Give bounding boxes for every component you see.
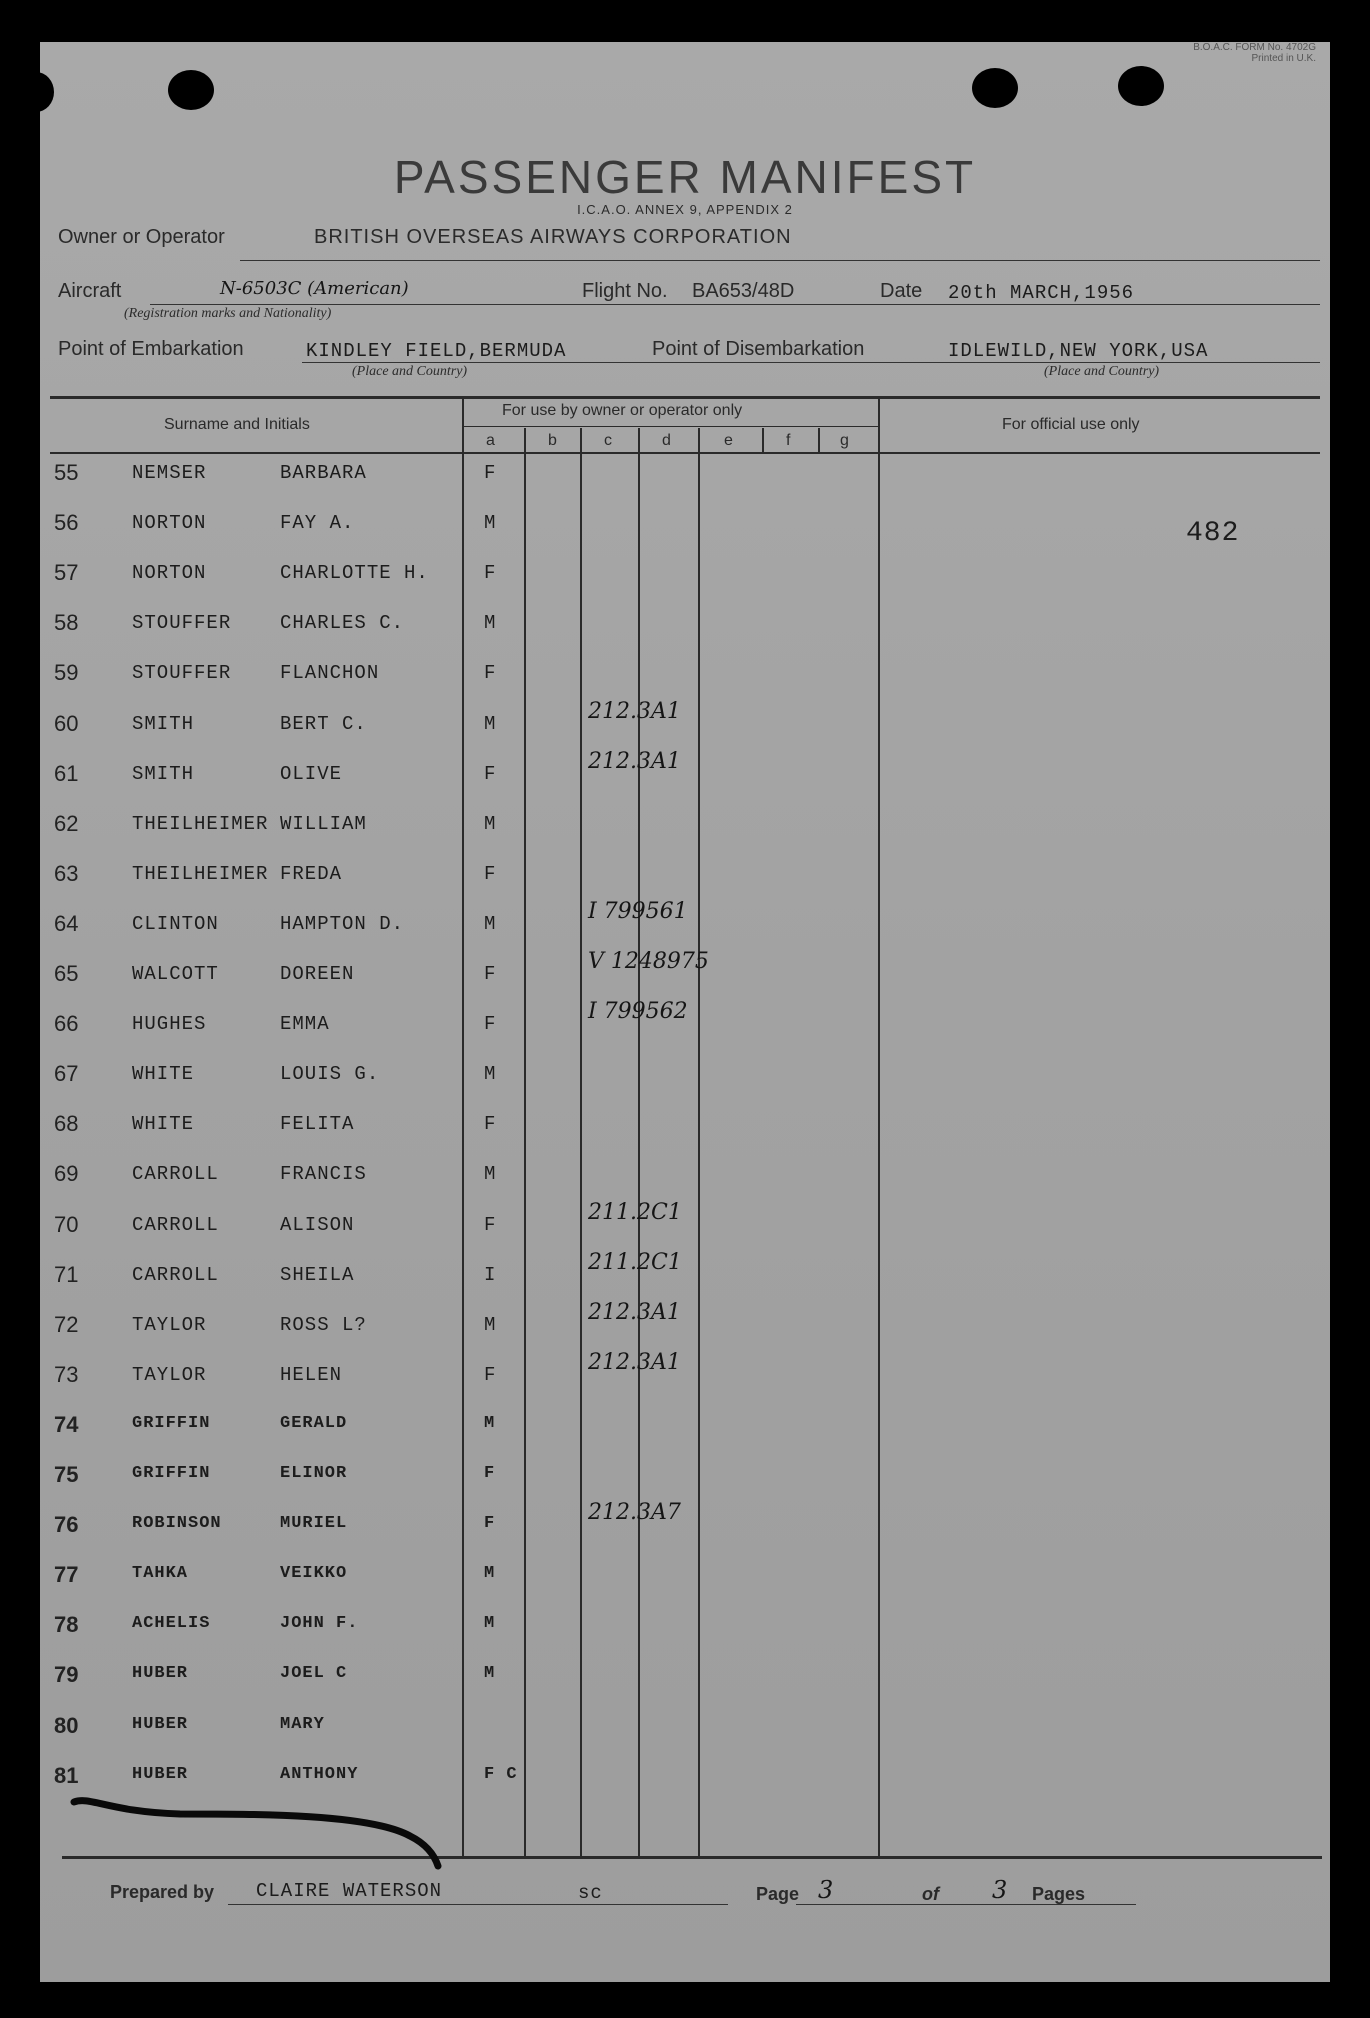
row-initials: ANTHONY: [280, 1764, 359, 1784]
row-initials: CHARLOTTE H.: [280, 562, 429, 585]
row-surname: CARROLL: [132, 1263, 219, 1286]
col-d-header: d: [662, 432, 671, 449]
row-sex: M: [484, 1664, 496, 1684]
row-sex: F: [484, 662, 497, 685]
row-number: 79: [54, 1662, 79, 1688]
row-initials: MURIEL: [280, 1514, 348, 1534]
row-surname: NORTON: [132, 512, 207, 535]
row-initials: WILLIAM: [280, 812, 367, 835]
row-note: I 799562: [588, 999, 688, 1025]
table-row: [40, 654, 1330, 704]
row-initials: FRANCIS: [280, 1163, 367, 1186]
punch-hole-left: [18, 72, 54, 112]
table-row: [40, 1707, 1330, 1757]
row-note: I 799561: [588, 898, 688, 924]
row-surname: HUBER: [132, 1664, 189, 1684]
row-surname: TAHKA: [132, 1564, 189, 1584]
date-value: 20th MARCH,1956: [948, 282, 1135, 304]
table-row: [40, 1500, 1330, 1556]
table-row: [40, 1199, 1330, 1256]
table-row: [40, 1656, 1330, 1706]
operator-header: For use by owner or operator only: [502, 402, 743, 419]
row-number: 59: [54, 660, 79, 686]
row-number: 55: [54, 460, 79, 485]
row-number: 61: [54, 760, 79, 786]
row-initials: FAY A.: [280, 512, 355, 535]
row-note: 212.3A1: [588, 698, 681, 724]
row-surname: HUBER: [132, 1764, 189, 1784]
row-number: 73: [54, 1361, 79, 1387]
col-f-header: f: [786, 432, 791, 449]
table-row: [40, 1105, 1330, 1155]
row-surname: SMITH: [132, 712, 195, 735]
table-row: [40, 454, 1330, 504]
row-sex: M: [484, 512, 497, 535]
table-row: [40, 554, 1330, 604]
owner-underline: [240, 260, 1320, 261]
row-number: 57: [54, 560, 79, 586]
row-number: 77: [54, 1562, 79, 1588]
row-number: 69: [54, 1161, 79, 1187]
row-surname: CARROLL: [132, 1213, 219, 1236]
pages-label: Pages: [1032, 1884, 1086, 1904]
disembark-note: (Place and Country): [1044, 364, 1160, 379]
form-code: [1193, 42, 1316, 64]
row-initials: JOEL C: [280, 1664, 348, 1684]
col-a-header: a: [486, 432, 495, 449]
row-sex: M: [484, 712, 497, 735]
row-sex: F: [484, 1213, 497, 1236]
table-row: [40, 504, 1330, 554]
row-initials: BARBARA: [280, 462, 367, 484]
row-initials: FELITA: [280, 1113, 355, 1136]
row-initials: OLIVE: [280, 762, 343, 785]
row-surname: WALCOTT: [132, 963, 219, 985]
table-top-rule: [50, 396, 1320, 399]
page-subtitle: I.C.A.O. ANNEX 9, APPENDIX 2: [577, 202, 793, 217]
row-sex: M: [484, 1163, 497, 1186]
row-note: V 1248975: [588, 949, 709, 974]
row-number: 65: [54, 961, 79, 986]
table-row: [40, 1406, 1330, 1456]
row-sex: M: [484, 912, 497, 935]
row-number: 80: [54, 1712, 79, 1738]
row-initials: SHEILA: [280, 1263, 355, 1286]
row-sex: M: [484, 612, 497, 635]
aircraft-underline: [150, 304, 1320, 305]
official-header: For official use only: [1002, 416, 1140, 433]
row-sex: F: [484, 462, 497, 484]
embark-label: Point of Embarkation: [58, 338, 244, 360]
form-code-text: B.O.A.C. FORM No. 4702G: [1193, 42, 1316, 53]
col-g-header: g: [840, 432, 849, 449]
flight-label: Flight No.: [582, 280, 668, 302]
row-initials: BERT C.: [280, 712, 367, 735]
col-c-header: c: [604, 432, 612, 449]
row-number: 72: [54, 1311, 79, 1337]
row-initials: FLANCHON: [280, 662, 380, 685]
row-initials: EMMA: [280, 1013, 330, 1036]
operator-header-rule: [464, 426, 878, 427]
row-sex: M: [484, 812, 497, 835]
row-sex: F: [484, 862, 497, 885]
row-surname: STOUFFER: [132, 612, 232, 635]
table-row: [40, 1456, 1330, 1506]
col-b-header: b: [548, 432, 557, 449]
row-initials: HELEN: [280, 1363, 343, 1386]
row-number: 60: [54, 710, 79, 736]
printed-text: Printed in U.K.: [1251, 53, 1316, 64]
embark-value: KINDLEY FIELD,BERMUDA: [306, 340, 567, 362]
row-initials: JOHN F.: [280, 1614, 359, 1634]
date-label: Date: [880, 280, 923, 302]
prepared-label: Prepared by: [110, 1882, 215, 1902]
row-surname: THEILHEIMER: [132, 812, 269, 835]
col-rule-g: [818, 428, 820, 452]
row-sex: F: [484, 1363, 497, 1386]
row-note: 212.3A7: [588, 1500, 681, 1526]
aircraft-label: Aircraft: [58, 280, 122, 302]
prepared-underline: [228, 1904, 728, 1905]
official-number: 482: [1186, 518, 1240, 549]
row-number: 56: [54, 510, 79, 536]
row-sex: F: [484, 562, 497, 585]
row-initials: GERALD: [280, 1413, 348, 1433]
row-sex: F: [484, 1013, 497, 1036]
row-sex: F: [484, 963, 497, 985]
surname-header: Surname and Initials: [164, 416, 310, 433]
disembark-label: Point of Disembarkation: [652, 338, 865, 360]
aircraft-note: (Registration marks and Nationality): [124, 306, 332, 321]
row-surname: WHITE: [132, 1063, 195, 1086]
table-row: [40, 1155, 1330, 1205]
embark-underline: [302, 362, 1320, 363]
row-number: 58: [54, 610, 79, 636]
row-sex: F: [484, 1113, 497, 1136]
row-number: 71: [54, 1261, 79, 1287]
table-row: [40, 805, 1330, 855]
table-row: [40, 1299, 1330, 1356]
row-surname: NEMSER: [132, 462, 207, 484]
row-number: 67: [54, 1061, 79, 1087]
row-surname: TAYLOR: [132, 1363, 207, 1386]
row-initials: HAMPTON D.: [280, 912, 405, 935]
row-surname: HUGHES: [132, 1013, 207, 1036]
row-surname: GRIFFIN: [132, 1413, 211, 1433]
row-sex: M: [484, 1313, 497, 1336]
page-value: 3: [818, 1876, 834, 1904]
row-note: 211.2C1: [588, 1249, 682, 1275]
row-surname: GRIFFIN: [132, 1464, 211, 1483]
page-label: Page: [756, 1884, 800, 1904]
row-number: 81: [54, 1762, 79, 1788]
row-surname: HUBER: [132, 1714, 189, 1734]
row-number: 63: [54, 860, 79, 886]
table-row: [40, 999, 1330, 1055]
table-row: [40, 604, 1330, 654]
row-sex: F: [484, 762, 497, 785]
row-sex: M: [484, 1564, 496, 1584]
pages-value: 3: [992, 1876, 1008, 1904]
aircraft-value: N-6503C (American): [220, 278, 409, 299]
row-number: 70: [54, 1211, 79, 1237]
row-surname: WHITE: [132, 1113, 195, 1136]
row-initials: ROSS L?: [280, 1313, 367, 1336]
table-row: [40, 949, 1330, 1005]
row-surname: ROBINSON: [132, 1514, 222, 1534]
row-initials: CHARLES C.: [280, 612, 405, 635]
manifest-sheet: [40, 42, 1330, 1982]
row-initials: DOREEN: [280, 963, 355, 985]
col-e-header: e: [724, 432, 733, 449]
row-note: 211.2C1: [588, 1199, 682, 1225]
flight-value: BA653/48D: [692, 280, 795, 302]
table-row: [40, 1249, 1330, 1306]
prepared-suffix: sc: [578, 1882, 603, 1904]
punch-hole-3: [1118, 66, 1164, 106]
table-row: [40, 748, 1330, 805]
row-sex: M: [484, 1063, 497, 1086]
row-sex: I: [484, 1263, 497, 1286]
row-surname: CARROLL: [132, 1163, 219, 1186]
row-number: 62: [54, 810, 79, 836]
table-row: [40, 898, 1330, 955]
row-surname: THEILHEIMER: [132, 862, 269, 885]
row-surname: TAYLOR: [132, 1313, 207, 1336]
row-sex: F: [484, 1514, 496, 1534]
row-sex: F: [484, 1464, 496, 1483]
row-number: 78: [54, 1612, 79, 1638]
row-number: 74: [54, 1411, 79, 1437]
row-initials: LOUIS G.: [280, 1063, 380, 1086]
row-surname: CLINTON: [132, 912, 219, 935]
of-label: of: [922, 1884, 939, 1904]
col-rule-f: [762, 428, 764, 452]
prepared-value: CLAIRE WATERSON: [256, 1880, 443, 1902]
row-surname: ACHELIS: [132, 1614, 211, 1634]
embark-note: (Place and Country): [352, 364, 468, 379]
owner-label: Owner or Operator: [58, 226, 225, 248]
row-initials: ELINOR: [280, 1464, 348, 1483]
row-number: 64: [54, 910, 79, 936]
row-initials: MARY: [280, 1714, 325, 1734]
row-surname: SMITH: [132, 762, 195, 785]
row-note: 212.3A1: [588, 1349, 681, 1375]
row-number: 75: [54, 1462, 79, 1487]
row-note: 212.3A1: [588, 748, 681, 774]
table-row: [40, 698, 1330, 755]
table-row: [40, 1556, 1330, 1606]
row-surname: NORTON: [132, 562, 207, 585]
row-initials: ALISON: [280, 1213, 355, 1236]
row-sex: F C: [484, 1764, 518, 1784]
row-initials: VEIKKO: [280, 1564, 348, 1584]
punch-hole-2: [972, 68, 1018, 108]
row-number: 68: [54, 1111, 79, 1137]
table-row: [40, 1055, 1330, 1105]
row-surname: STOUFFER: [132, 662, 232, 685]
row-number: 66: [54, 1011, 79, 1037]
owner-value: BRITISH OVERSEAS AIRWAYS CORPORATION: [314, 226, 792, 248]
row-sex: M: [484, 1614, 496, 1634]
table-row: [40, 1606, 1330, 1656]
table-row: [40, 855, 1330, 905]
punch-hole-1: [168, 70, 214, 110]
page-underline: [796, 1904, 1136, 1905]
disembark-value: IDLEWILD,NEW YORK,USA: [948, 340, 1209, 362]
table-row: [40, 1349, 1330, 1406]
row-initials: FREDA: [280, 862, 343, 885]
row-note: 212.3A1: [588, 1299, 681, 1325]
scribble-mark: [70, 1792, 490, 1872]
row-number: 76: [54, 1512, 79, 1538]
row-sex: M: [484, 1413, 496, 1433]
page-title: PASSENGER MANIFEST: [393, 151, 977, 203]
